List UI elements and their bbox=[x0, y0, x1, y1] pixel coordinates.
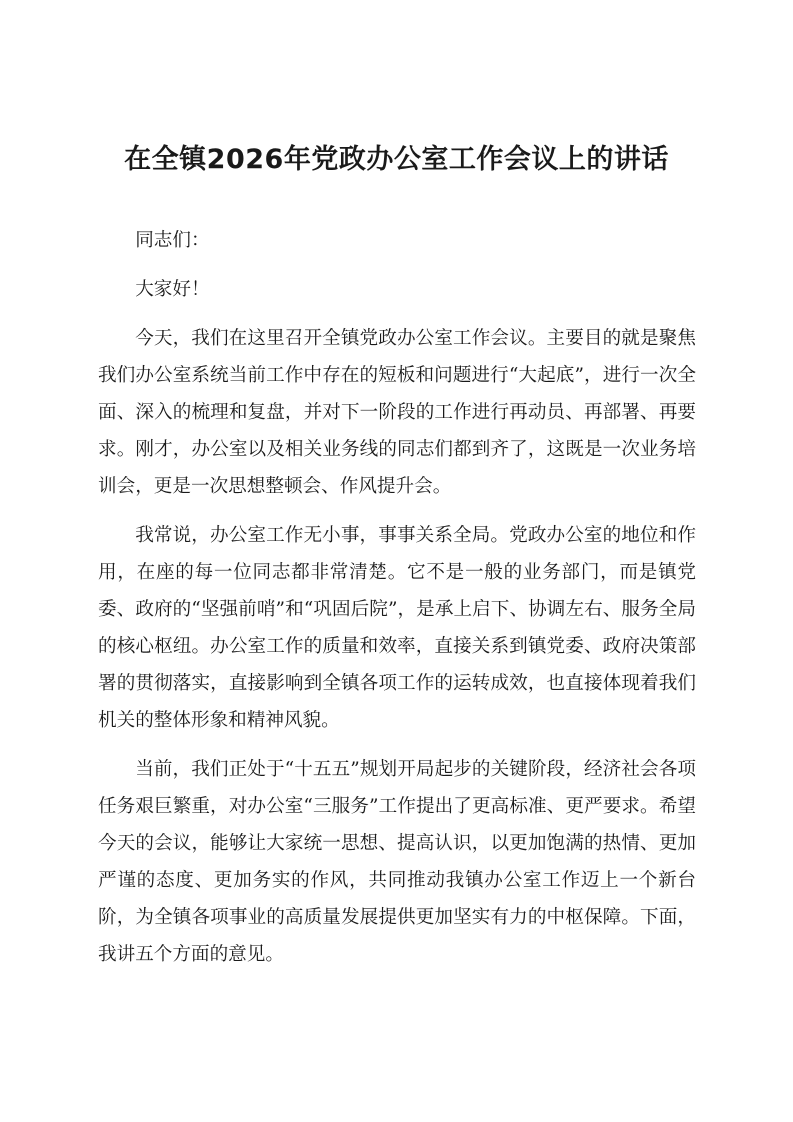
body-paragraph: 当前，我们正处于“十五五”规划开局起步的关键阶段，经济社会各项任务艰巨繁重，对办公室“三服务”工作提出了更高标准、更严要求。希望今天的会议，能够让大家统一思想、提高认识，以更加饱满的热情、更加严谨的态度、更加务实的作风，共同推动我镇办公室工作迈上一个新台阶，为全镇各项事业的高质量发展提供更加坚实有力的中枢保障。下面，我讲五个方面的意见。 bbox=[98, 759, 696, 965]
document-title: 在全镇2026年党政办公室工作会议上的讲话 bbox=[124, 144, 669, 175]
salutation: 同志们： bbox=[135, 230, 210, 251]
greeting: 大家好！ bbox=[135, 279, 210, 300]
body-paragraph: 今天，我们在这里召开全镇党政办公室工作会议。主要目的就是聚焦我们办公室系统当前工作中存在的短板和问题进行“大起底”，进行一次全面、深入的梳理和复盘，并对下一阶段的工作进行再动员、再部署、再要求。刚才，办公室以及相关业务线的同志们都到齐了，这既是一次业务培训会，更是一次思想整顿会、作风提升会。 bbox=[98, 328, 696, 497]
document-body bbox=[98, 222, 696, 985]
body-paragraph: 我常说，办公室工作无小事，事事关系全局。党政办公室的地位和作用，在座的每一位同志都非常清楚。它不是一般的业务部门，而是镇党委、政府的“坚强前哨”和“巩固后院”，是承上启下、协调左右、服务全局的核心枢纽。办公室工作的质量和效率，直接关系到镇党委、政府决策部署的贯彻落实，直接影响到全镇各项工作的运转成效，也直接体现着我们机关的整体形象和精神风貌。 bbox=[98, 525, 696, 731]
